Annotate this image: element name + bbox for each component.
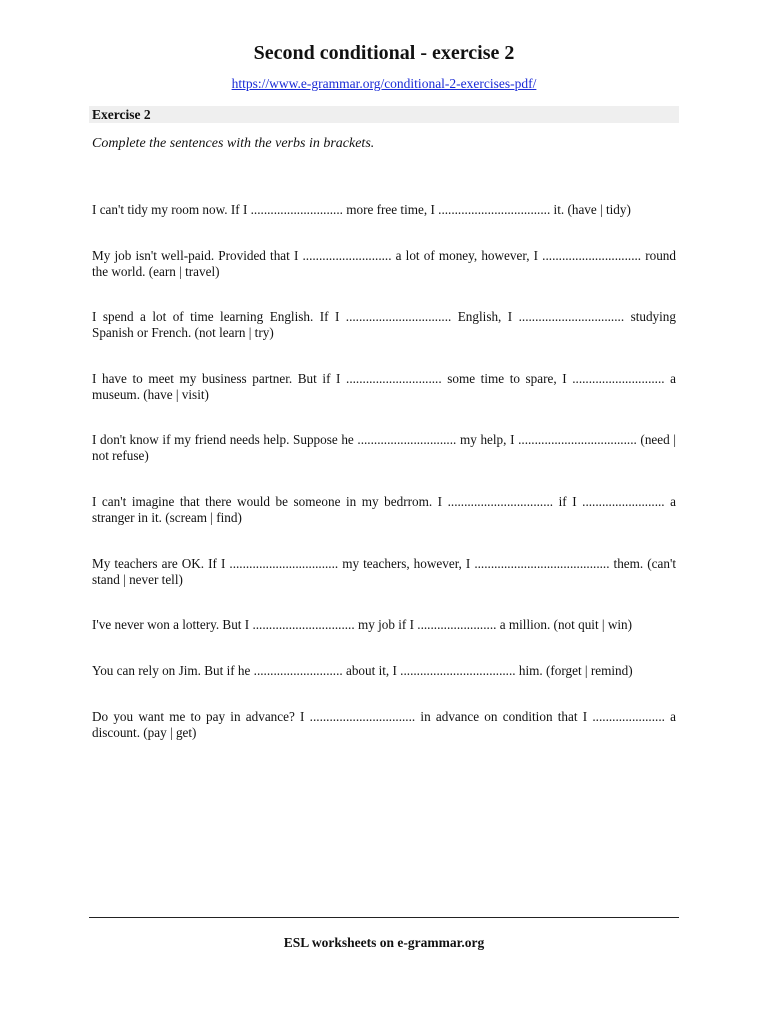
source-link[interactable]: https://www.e-grammar.org/conditional-2-exercises-pdf/ [231,76,537,91]
sentence-5: I don't know if my friend needs help. Suppose he .............................. my help, I .................................... (need | not refuse) [92,432,676,463]
sentence-9: You can rely on Jim. But if he ........................... about it, I ................................... him. (forget | remind) [92,663,633,678]
sentence-8: I've never won a lottery. But I ............................... my job if I ........................ a million. (not quit | win) [92,617,633,632]
exercise-instructions: Complete the sentences with the verbs in brackets. [92,136,375,151]
sentence-4: I have to meet my business partner. But if I ............................. some time to spare, I ............................ a museum. (have | visit) [92,371,676,402]
sentence-7: My teachers are OK. If I ................................. my teachers, however, I ......................................... them. (can't stand | never tell) [92,556,676,587]
sentence-6: I can't imagine that there would be someone in my bedrrom. I ................................ if I ......................... a stranger in it. (scream | find) [92,494,676,525]
sentence-2: My job isn't well-paid. Provided that I ........................... a lot of money, however, I .............................. round the world. (earn | travel) [92,248,676,279]
sentence-1: I can't tidy my room now. If I ............................ more free time, I .................................. it. (have | tidy) [92,202,631,217]
exercise-heading-bar [89,106,679,123]
footer-text: ESL worksheets on e-grammar.org [283,935,485,950]
sentence-3: I spend a lot of time learning English. If I ................................ English, I ................................ studying Spanish or French. (not learn | try) [92,309,676,340]
footer-rule [89,917,679,918]
page-title: Second conditional - exercise 2 [253,42,515,64]
sentence-10: Do you want me to pay in advance? I ................................ in advance on condition that I ...................... a discount. (pay | get) [92,709,676,740]
exercise-heading: Exercise 2 [92,107,151,122]
